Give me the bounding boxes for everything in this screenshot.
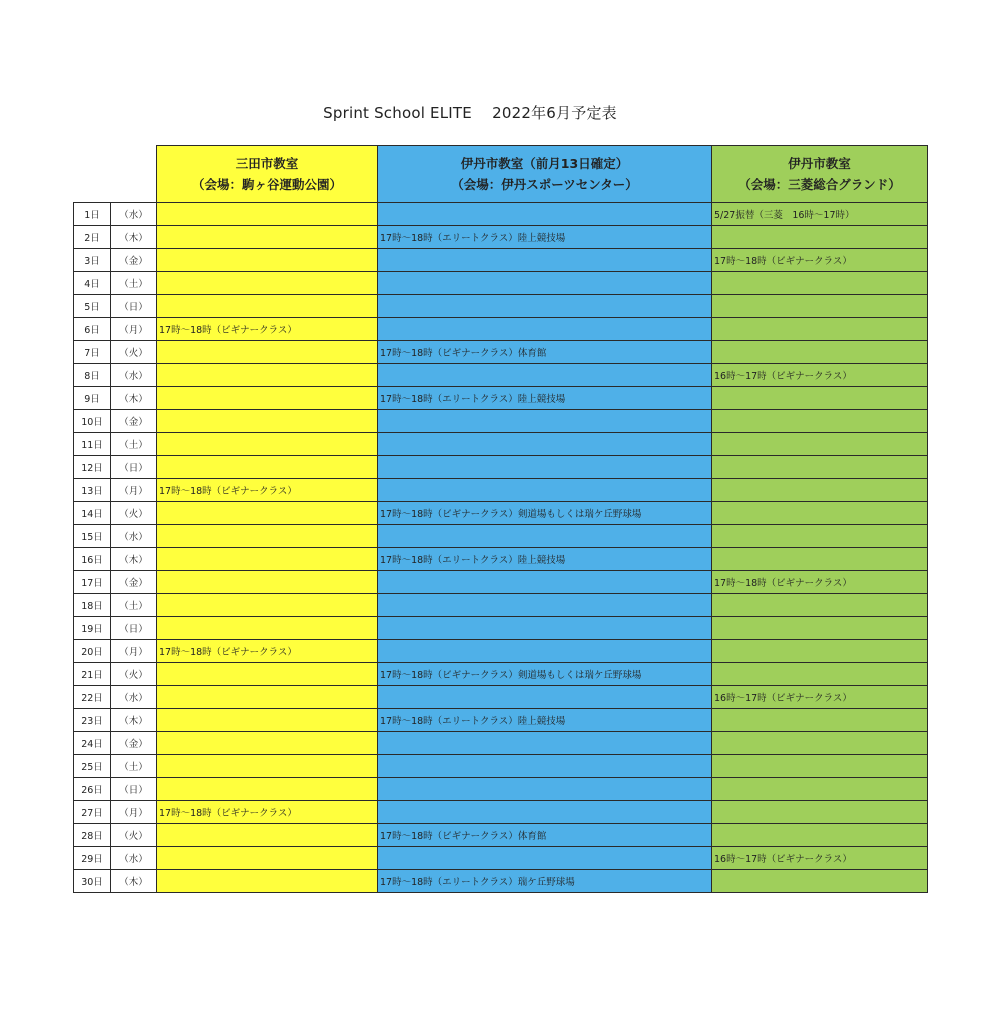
- itami-sports-cell: [378, 686, 712, 709]
- weekday-cell: （水）: [111, 364, 157, 387]
- sanda-cell: [157, 548, 378, 571]
- header-blank: [74, 146, 111, 203]
- table-row: [74, 617, 928, 640]
- sanda-cell: [157, 272, 378, 295]
- table-row: [74, 870, 928, 893]
- itami-mitsubishi-cell: [712, 433, 928, 456]
- sanda-cell: [157, 295, 378, 318]
- itami-mitsubishi-cell: [712, 755, 928, 778]
- day-cell: 24日: [74, 732, 111, 755]
- sanda-cell: [157, 732, 378, 755]
- itami-mitsubishi-cell: 17時～18時（ビギナークラス）: [712, 249, 928, 272]
- weekday-cell: （木）: [111, 870, 157, 893]
- day-cell: 20日: [74, 640, 111, 663]
- weekday-cell: （木）: [111, 548, 157, 571]
- weekday-cell: （日）: [111, 295, 157, 318]
- weekday-cell: （水）: [111, 525, 157, 548]
- sanda-cell: [157, 870, 378, 893]
- table-row: [74, 778, 928, 801]
- sanda-cell: [157, 410, 378, 433]
- sanda-cell: [157, 824, 378, 847]
- day-cell: 27日: [74, 801, 111, 824]
- table-row: [74, 801, 928, 824]
- itami-sports-cell: [378, 640, 712, 663]
- sanda-cell: [157, 847, 378, 870]
- weekday-cell: （水）: [111, 686, 157, 709]
- weekday-cell: （水）: [111, 847, 157, 870]
- itami-sports-cell: 17時～18時（エリートクラス）陸上競技場: [378, 226, 712, 249]
- sanda-cell: [157, 226, 378, 249]
- day-cell: 11日: [74, 433, 111, 456]
- itami-mitsubishi-cell: 16時～17時（ビギナークラス）: [712, 847, 928, 870]
- day-cell: 10日: [74, 410, 111, 433]
- header-blank: [111, 146, 157, 203]
- day-cell: 7日: [74, 341, 111, 364]
- table-row: [74, 249, 928, 272]
- itami-sports-cell: [378, 847, 712, 870]
- header-itami-sports-venue: （会場：伊丹スポーツセンター）: [451, 177, 638, 192]
- sanda-cell: [157, 433, 378, 456]
- sanda-cell: [157, 571, 378, 594]
- header-sanda: [157, 146, 378, 203]
- weekday-cell: （水）: [111, 203, 157, 226]
- itami-sports-cell: 17時～18時（エリートクラス）陸上競技場: [378, 709, 712, 732]
- day-cell: 26日: [74, 778, 111, 801]
- sanda-cell: 17時～18時（ビギナークラス）: [157, 479, 378, 502]
- table-row: [74, 272, 928, 295]
- itami-sports-cell: [378, 203, 712, 226]
- itami-sports-cell: [378, 364, 712, 387]
- weekday-cell: （土）: [111, 272, 157, 295]
- itami-mitsubishi-cell: [712, 732, 928, 755]
- table-row: [74, 571, 928, 594]
- itami-mitsubishi-cell: [712, 870, 928, 893]
- itami-mitsubishi-cell: [712, 617, 928, 640]
- itami-sports-cell: [378, 732, 712, 755]
- table-row: [74, 640, 928, 663]
- weekday-cell: （木）: [111, 226, 157, 249]
- sanda-cell: 17時～18時（ビギナークラス）: [157, 318, 378, 341]
- weekday-cell: （月）: [111, 479, 157, 502]
- itami-mitsubishi-cell: [712, 663, 928, 686]
- table-row: [74, 318, 928, 341]
- day-cell: 16日: [74, 548, 111, 571]
- header-sanda-name: 三田市教室: [235, 156, 299, 171]
- weekday-cell: （日）: [111, 456, 157, 479]
- weekday-cell: （日）: [111, 617, 157, 640]
- itami-mitsubishi-cell: [712, 318, 928, 341]
- sanda-cell: [157, 525, 378, 548]
- table-row: [74, 364, 928, 387]
- itami-sports-cell: 17時～18時（ビギナークラス）体育館: [378, 341, 712, 364]
- weekday-cell: （木）: [111, 387, 157, 410]
- itami-sports-cell: 17時～18時（エリートクラス）瑞ケ丘野球場: [378, 870, 712, 893]
- day-cell: 4日: [74, 272, 111, 295]
- header-itami-mitsubishi-name: 伊丹市教室: [788, 156, 851, 171]
- table-row: [74, 341, 928, 364]
- sanda-cell: [157, 709, 378, 732]
- day-cell: 12日: [74, 456, 111, 479]
- weekday-cell: （金）: [111, 249, 157, 272]
- itami-mitsubishi-cell: [712, 226, 928, 249]
- itami-mitsubishi-cell: [712, 709, 928, 732]
- itami-mitsubishi-cell: 5/27振替（三菱 16時～17時）: [712, 203, 928, 226]
- sanda-cell: [157, 249, 378, 272]
- itami-mitsubishi-cell: [712, 479, 928, 502]
- itami-mitsubishi-cell: [712, 272, 928, 295]
- table-row: [74, 295, 928, 318]
- itami-sports-cell: 17時～18時（エリートクラス）陸上競技場: [378, 387, 712, 410]
- itami-mitsubishi-cell: [712, 410, 928, 433]
- header-row: [74, 146, 928, 203]
- itami-sports-cell: [378, 778, 712, 801]
- day-cell: 18日: [74, 594, 111, 617]
- itami-sports-cell: [378, 249, 712, 272]
- itami-mitsubishi-cell: 16時～17時（ビギナークラス）: [712, 364, 928, 387]
- weekday-cell: （月）: [111, 318, 157, 341]
- itami-sports-cell: [378, 479, 712, 502]
- itami-mitsubishi-cell: [712, 801, 928, 824]
- header-sanda-venue: （会場：駒ヶ谷運動公園）: [191, 177, 342, 192]
- weekday-cell: （日）: [111, 778, 157, 801]
- weekday-cell: （火）: [111, 663, 157, 686]
- itami-sports-cell: [378, 410, 712, 433]
- day-cell: 23日: [74, 709, 111, 732]
- itami-mitsubishi-cell: 16時～17時（ビギナークラス）: [712, 686, 928, 709]
- itami-sports-cell: [378, 571, 712, 594]
- weekday-cell: （土）: [111, 755, 157, 778]
- sanda-cell: 17時～18時（ビギナークラス）: [157, 801, 378, 824]
- table-row: [74, 479, 928, 502]
- itami-mitsubishi-cell: [712, 594, 928, 617]
- itami-mitsubishi-cell: [712, 640, 928, 663]
- table-row: [74, 502, 928, 525]
- sanda-cell: [157, 341, 378, 364]
- header-itami-sports: [378, 146, 712, 203]
- schedule-table: [73, 145, 928, 893]
- table-row: [74, 525, 928, 548]
- itami-sports-cell: [378, 295, 712, 318]
- header-itami-mitsubishi: [712, 146, 928, 203]
- weekday-cell: （土）: [111, 594, 157, 617]
- table-row: [74, 709, 928, 732]
- itami-mitsubishi-cell: [712, 295, 928, 318]
- table-row: [74, 387, 928, 410]
- itami-sports-cell: [378, 272, 712, 295]
- sanda-cell: [157, 663, 378, 686]
- day-cell: 9日: [74, 387, 111, 410]
- itami-sports-cell: [378, 456, 712, 479]
- sanda-cell: [157, 594, 378, 617]
- table-row: [74, 433, 928, 456]
- header-itami-sports-name: 伊丹市教室（前月13日確定）: [460, 156, 629, 171]
- itami-sports-cell: [378, 594, 712, 617]
- weekday-cell: （火）: [111, 341, 157, 364]
- day-cell: 2日: [74, 226, 111, 249]
- weekday-cell: （火）: [111, 824, 157, 847]
- itami-sports-cell: [378, 755, 712, 778]
- day-cell: 5日: [74, 295, 111, 318]
- itami-sports-cell: [378, 801, 712, 824]
- day-cell: 13日: [74, 479, 111, 502]
- itami-mitsubishi-cell: [712, 824, 928, 847]
- table-row: [74, 824, 928, 847]
- weekday-cell: （金）: [111, 732, 157, 755]
- itami-mitsubishi-cell: [712, 341, 928, 364]
- sanda-cell: [157, 755, 378, 778]
- table-row: [74, 456, 928, 479]
- weekday-cell: （火）: [111, 502, 157, 525]
- table-row: [74, 203, 928, 226]
- itami-mitsubishi-cell: [712, 502, 928, 525]
- table-row: [74, 594, 928, 617]
- table-row: [74, 410, 928, 433]
- sanda-cell: [157, 456, 378, 479]
- schedule-body: [74, 203, 928, 893]
- header-itami-mitsubishi-venue: （会場：三菱総合グランド）: [738, 177, 901, 192]
- itami-sports-cell: [378, 525, 712, 548]
- itami-sports-cell: [378, 617, 712, 640]
- table-row: [74, 847, 928, 870]
- weekday-cell: （金）: [111, 410, 157, 433]
- day-cell: 22日: [74, 686, 111, 709]
- sanda-cell: 17時～18時（ビギナークラス）: [157, 640, 378, 663]
- itami-sports-cell: 17時～18時（エリートクラス）陸上競技場: [378, 548, 712, 571]
- day-cell: 21日: [74, 663, 111, 686]
- day-cell: 15日: [74, 525, 111, 548]
- sanda-cell: [157, 364, 378, 387]
- table-row: [74, 663, 928, 686]
- itami-mitsubishi-cell: [712, 456, 928, 479]
- table-row: [74, 226, 928, 249]
- sanda-cell: [157, 502, 378, 525]
- sanda-cell: [157, 387, 378, 410]
- sanda-cell: [157, 203, 378, 226]
- itami-mitsubishi-cell: [712, 778, 928, 801]
- day-cell: 29日: [74, 847, 111, 870]
- itami-mitsubishi-cell: [712, 548, 928, 571]
- itami-sports-cell: 17時～18時（ビギナークラス）体育館: [378, 824, 712, 847]
- itami-mitsubishi-cell: 17時～18時（ビギナークラス）: [712, 571, 928, 594]
- day-cell: 14日: [74, 502, 111, 525]
- table-row: [74, 755, 928, 778]
- sanda-cell: [157, 778, 378, 801]
- weekday-cell: （月）: [111, 801, 157, 824]
- itami-sports-cell: [378, 433, 712, 456]
- table-row: [74, 686, 928, 709]
- sanda-cell: [157, 686, 378, 709]
- itami-mitsubishi-cell: [712, 525, 928, 548]
- table-row: [74, 732, 928, 755]
- weekday-cell: （金）: [111, 571, 157, 594]
- page-title: Sprint School ELITE 2022年6月予定表: [323, 104, 617, 122]
- table-row: [74, 548, 928, 571]
- day-cell: 6日: [74, 318, 111, 341]
- itami-mitsubishi-cell: [712, 387, 928, 410]
- day-cell: 28日: [74, 824, 111, 847]
- weekday-cell: （土）: [111, 433, 157, 456]
- day-cell: 25日: [74, 755, 111, 778]
- itami-sports-cell: 17時～18時（ビギナークラス）剣道場もしくは瑞ケ丘野球場: [378, 663, 712, 686]
- day-cell: 3日: [74, 249, 111, 272]
- day-cell: 30日: [74, 870, 111, 893]
- itami-sports-cell: 17時～18時（ビギナークラス）剣道場もしくは瑞ケ丘野球場: [378, 502, 712, 525]
- day-cell: 17日: [74, 571, 111, 594]
- day-cell: 8日: [74, 364, 111, 387]
- day-cell: 19日: [74, 617, 111, 640]
- day-cell: 1日: [74, 203, 111, 226]
- weekday-cell: （月）: [111, 640, 157, 663]
- sanda-cell: [157, 617, 378, 640]
- itami-sports-cell: [378, 318, 712, 341]
- weekday-cell: （木）: [111, 709, 157, 732]
